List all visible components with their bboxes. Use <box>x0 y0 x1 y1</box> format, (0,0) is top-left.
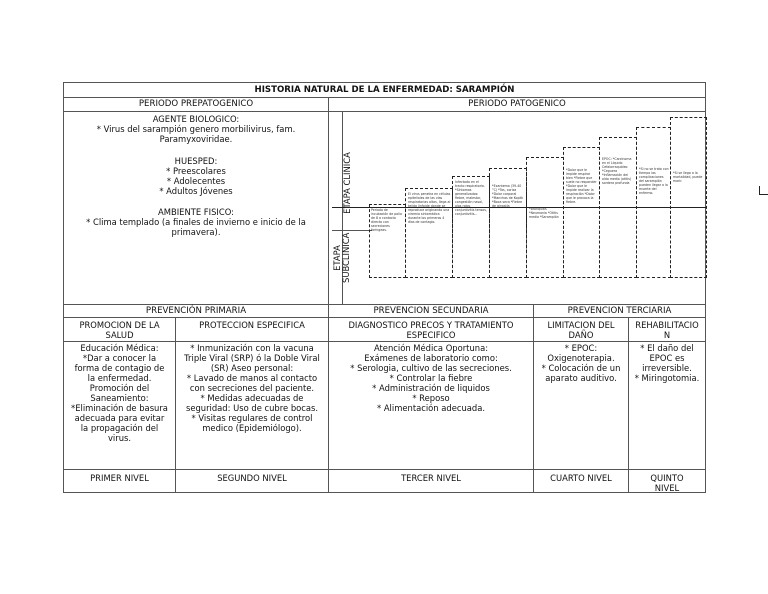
rehabilitation-content: * El daño del EPOC es irreversible. * Miringotomia. <box>628 341 706 470</box>
stair-note-2: El virus penetra en células epiteliales de las vías respiratorias altas, llega al tejido linfoide donde se reproduce originando una viremia sintomática durante los primeros 4 días de contagio. <box>408 192 451 224</box>
environment-text: * Clima templado (a finales de invierno e inicio de la primavera). <box>86 217 306 237</box>
specific-protection-header: PROTECCION ESPECIFICA <box>175 317 329 342</box>
environment-heading: AMBIENTE FISICO: <box>158 207 234 217</box>
stair-note-8: *Si no se trata con tiempo las complicaciones del sarampión pueden llegar a la muerte del enfermo. <box>639 167 669 195</box>
damage-limitation-content: * EPOC: Oxigenoterapia. * Colocación de un aparato auditivo. <box>533 341 629 470</box>
prepatogenic-period-header: PERIODO PREPATOGENICO <box>63 97 329 112</box>
primary-prevention-header: PREVENCIÓN PRIMARIA <box>63 304 329 318</box>
subclinical-divider <box>332 230 372 231</box>
patogenic-content <box>328 111 706 305</box>
damage-limitation-header: LIMITACION DEL DAÑO <box>533 317 629 342</box>
stair-note-1: Periodo de incubación de polio de 8 a contacto directo con secreciones faríngeas. <box>371 208 402 232</box>
specific-protection-content: * Inmunización con la vacuna Triple Viral (SRP) ó la Doble Viral (SR) Aseo personal: * Lavado de manos al contacto con secreciones del paciente. * Medidas adecuadas de seguridad: Uso de cubre bocas. * Visitas regulares de control medico (Epidemiólogo). <box>175 341 329 470</box>
stair-note-7: EPOC: *Carcinoma en el Líquido Cefalorraquídeo *Ceguera *Inflamación del oído medio (otitis) sordera profunda <box>602 157 632 185</box>
secondary-prevention-header: PREVENCION SECUNDARIA <box>328 304 534 318</box>
diagnosis-treatment-header: DIAGNOSTICO PRECOS Y TRATAMIENTO ESPECIFICO <box>328 317 534 342</box>
level-third: TERCER NIVEL <box>328 469 534 493</box>
patogenic-period-header: PERIODO PATOGENICO <box>328 97 706 112</box>
host-heading: HUESPED: <box>174 156 218 166</box>
agent-text: * Virus del sarampión genero morbilivirus, fam. Paramyxoviridae. <box>96 124 296 144</box>
page-corner-mark <box>759 186 768 195</box>
level-second: SEGUNDO NIVEL <box>175 469 329 493</box>
stair-note-5: *Bronquitis *Neumonía *Otitis media *Sarampión <box>529 207 559 219</box>
stair-note-9: *Si se llega a la mortalidad, puede morir. <box>673 171 703 183</box>
stair-note-3: Infectado en el tracto respiratorio. *Síntomas generalizados: fiebre, malestar, congestión nasal, ojos rojos, conjuntivitis tensos, conjuntivitis... <box>455 180 487 216</box>
rehabilitation-header: REHABILITACIO N <box>628 317 706 342</box>
stair-note-4: *Exantema (39-40 °C) *Tos, coriza *Dolor corporal *Manchas de Koplik *Boca seca *Fiebre de ginastía <box>492 184 524 208</box>
level-fifth: QUINTO NIVEL <box>628 469 706 493</box>
agent-heading: AGENTE BIOLOGICO: <box>152 114 240 124</box>
diagnosis-treatment-content: Atención Médica Oportuna: Exámenes de laboratorio como: * Serologia, cultivo de las secreciones. * Controlar la fiebre * Administración de liquidos * Reposo * Alimentación adecuada. <box>328 341 534 470</box>
health-promotion-content: Educación Médica: *Dar a conocer la forma de contagio de la enfermedad. Promoción del Saneamiento: *Eliminación de basura adecuada para evitar la propagación del virus. <box>63 341 176 470</box>
tertiary-prevention-header: PREVENCION TERCIARIA <box>533 304 706 318</box>
health-promotion-header: PROMOCION DE LA SALUD <box>63 317 176 342</box>
subclinical-stage-label: ETAPA SUBCLINICA <box>332 232 351 283</box>
host-items: * Preescolares * Adolecentes * Adultos Jóvenes <box>159 166 233 196</box>
document-title: HISTORIA NATURAL DE LA ENFERMEDAD: SARAMPIÓN <box>63 82 706 98</box>
level-fourth: CUARTO NIVEL <box>533 469 629 493</box>
prepatogenic-content <box>63 111 329 305</box>
clinical-stage-label: ETAPA CLINICA <box>342 152 352 214</box>
level-first: PRIMER NIVEL <box>63 469 176 493</box>
stair-note-6: *Dolor que le impide respirar bien *Fiebre que suele no responder *Dolor que le impide realizar la respiración *Dolor que le provoca la fiebre. <box>566 168 597 204</box>
